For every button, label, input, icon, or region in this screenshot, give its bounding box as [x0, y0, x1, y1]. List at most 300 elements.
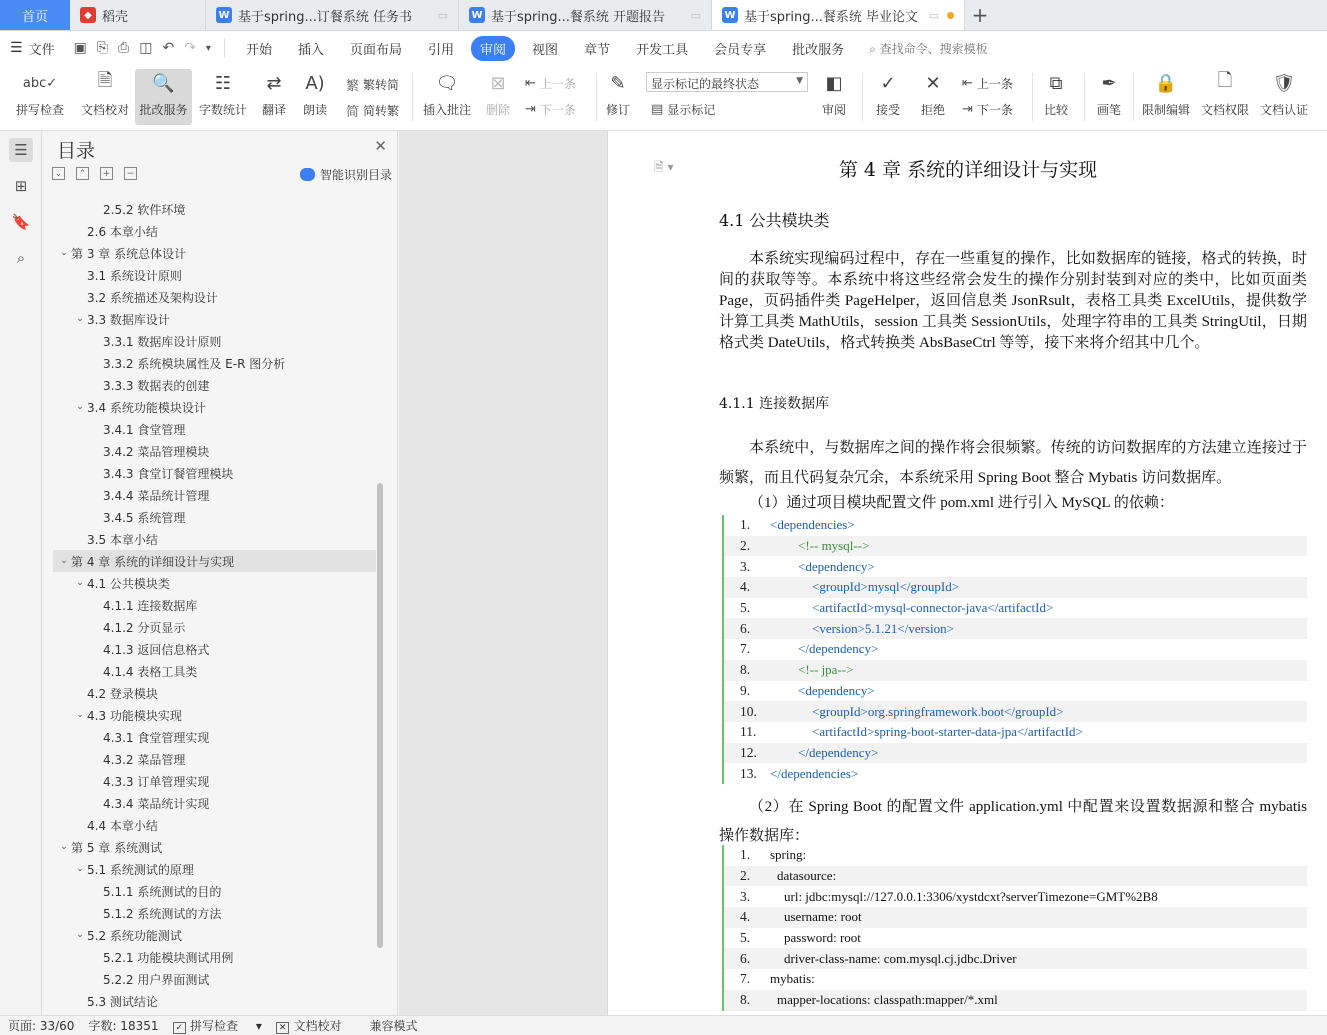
translate-label: 翻译 [261, 103, 286, 117]
code-line [724, 639, 1307, 660]
toc-item-label: 4.3.3 订单管理实现 [103, 774, 210, 789]
read-aloud-icon: A) [305, 72, 325, 94]
chevron-down-icon[interactable]: ⌄ [60, 556, 68, 566]
toc-item[interactable] [53, 528, 376, 550]
simp-to-trad-label: 简转繁 [363, 104, 400, 118]
word-count-label: 字数统计 [198, 103, 247, 117]
menu-reference[interactable]: 引用 [428, 42, 455, 58]
next-change-icon: ⇥ [962, 102, 973, 117]
accept-label: 接受 [875, 103, 900, 117]
toc-item-label: 4.1.4 表格工具类 [103, 664, 198, 679]
comment-delete-icon: ⊠ [490, 72, 506, 94]
chevron-down-icon[interactable]: ⌄ [76, 710, 84, 720]
tab-label: 首页 [21, 9, 48, 25]
expand-all-icon[interactable]: ⌃ [76, 167, 89, 180]
toc-item[interactable] [53, 308, 376, 330]
toc-tools [52, 167, 148, 180]
word-count-icon: ☷ [214, 72, 232, 94]
toc-item[interactable] [53, 990, 376, 1008]
menu-review[interactable]: 审阅 [471, 36, 515, 61]
print-preview-icon[interactable]: ◫ [139, 40, 153, 56]
divider [1133, 73, 1134, 121]
checkbox-icon: ✓ [173, 1022, 187, 1034]
toc-item-label: 3.2 系统描述及架构设计 [87, 290, 218, 305]
simp-to-trad-button[interactable] [346, 101, 399, 120]
menu-correction[interactable]: 批改服务 [792, 42, 845, 58]
next-comment-button[interactable] [525, 101, 576, 118]
menu-member[interactable]: 会员专享 [714, 42, 767, 58]
reject-icon: ✕ [925, 72, 941, 94]
navigation-icon[interactable]: ⊞ [14, 177, 28, 195]
code-text: </dependency> [798, 641, 879, 657]
accept-button[interactable] [870, 69, 906, 118]
chevron-down-icon[interactable]: ⌄ [76, 402, 84, 412]
toc-item-label: 2.6 本章小结 [87, 224, 158, 239]
code-text: <version>5.1.21</version> [812, 620, 954, 636]
toc-item-label: 4.1.3 返回信息格式 [103, 642, 210, 657]
spell-check-button[interactable] [10, 69, 70, 118]
code-text: url: jdbc:mysql://127.0.0.1:3306/xystdcxt?serverTimezone=GMT%2B8 [784, 888, 1158, 904]
toc-item[interactable] [53, 462, 376, 484]
code-line [724, 866, 1307, 887]
toc-scrollbar[interactable] [377, 483, 383, 948]
word-doc-icon: W [469, 7, 485, 23]
pen-label: 画笔 [1096, 103, 1121, 117]
code-text: datasource: [777, 868, 837, 884]
line-number: 7. [740, 971, 751, 987]
toc-list [43, 198, 376, 1008]
paragraph: 本系统实现编码过程中，存在一些重复的操作，比如数据库的链接，格式的转换，时间的获取等等。本系统中将这些经常会发生的操作分别封装到对应的类中，比如页面类 Page，页码插件类 PageHelper，返回信息类 JsonRsult，表格工具类 ExcelUtils，提供数学计算工具类 MathUtils，session 工具类 SessionUtils，处理字符串的工具类 StringUtil，日期格式类 DateUtils，格式转换类 AbsBaseCtrl 等等，接下来将介绍其中几个。 [719, 251, 1307, 351]
correction-icon: 🔍 [152, 72, 175, 94]
spell-check-icon: abc✓ [22, 75, 58, 91]
tab-daoke[interactable] [70, 0, 206, 30]
code-text: mybatis: [770, 971, 815, 987]
bookmark-icon[interactable]: 🔖 [11, 213, 31, 231]
toc-item[interactable] [53, 770, 376, 792]
menu-devtools[interactable]: 开发工具 [636, 42, 689, 58]
pen-icon: ✒ [1101, 72, 1117, 94]
search-icon[interactable]: ⌕ [16, 249, 26, 267]
code-line [724, 948, 1307, 969]
code-text: password: root [784, 930, 861, 946]
trad-to-simp-label: 繁转简 [363, 78, 400, 92]
code-line [724, 681, 1307, 702]
toc-item[interactable] [53, 924, 376, 946]
status-spell-label: 拼写检查 [190, 1019, 239, 1033]
chevron-down-icon[interactable]: ⌄ [60, 248, 68, 258]
code-line [724, 618, 1307, 639]
trad-simp-icon: 繁 [346, 79, 360, 94]
tab-label: 基于spring...订餐系统 任务书 [238, 9, 413, 25]
code-block-yml [722, 845, 1307, 1011]
divider [862, 73, 863, 121]
toc-item[interactable] [53, 616, 376, 638]
review-pane-label: 审阅 [821, 103, 846, 117]
toc-item[interactable] [53, 726, 376, 748]
spell-check-label: 拼写检查 [15, 103, 64, 117]
toc-item-label: 3.3.1 数据库设计原则 [103, 334, 222, 349]
proofread-label: 文档校对 [80, 103, 129, 117]
toc-item[interactable] [53, 330, 376, 352]
daoke-icon: ◆ [80, 7, 96, 23]
toc-item-label: 5.2.2 用户界面测试 [103, 972, 210, 987]
toc-item-label: 4.1 公共模块类 [87, 576, 170, 591]
prev-change-icon: ⇤ [962, 76, 973, 91]
line-number: 5. [740, 930, 751, 946]
line-number: 6. [740, 950, 751, 966]
toc-item-label: 5.1 系统测试的原理 [87, 862, 194, 877]
tab-home[interactable] [0, 0, 70, 30]
code-line [724, 763, 1307, 784]
markup-mode-select[interactable] [646, 72, 808, 92]
tab-document-task[interactable] [206, 0, 459, 30]
line-number: 5. [740, 600, 751, 616]
line-number: 4. [740, 579, 751, 595]
track-changes-label: 修订 [605, 103, 630, 117]
next-change-label: 下一条 [976, 103, 1013, 117]
toc-item[interactable] [53, 594, 376, 616]
remove-heading-icon[interactable]: − [124, 167, 137, 180]
file-menu-label: 文件 [28, 42, 55, 58]
toc-panel [43, 131, 398, 1015]
code-line [724, 969, 1307, 990]
code-line [724, 928, 1307, 949]
paragraph: 本系统中，与数据库之间的操作将会很频繁。传统的访问数据库的方法建立连接过于频繁，而且代码复杂冗余，本系统采用 Spring Boot 整合 Mybatis 访问数据库。 [719, 440, 1307, 486]
reject-label: 拒绝 [920, 103, 945, 117]
toc-item-label: 4.3 功能模块实现 [87, 708, 182, 723]
code-line [724, 536, 1307, 557]
section-heading: 4.1 公共模块类 [719, 211, 830, 230]
line-number: 13. [740, 765, 757, 781]
toc-item-label: 3.4.4 菜品统计管理 [103, 488, 210, 503]
divider [1032, 73, 1033, 121]
prev-comment-button[interactable] [525, 75, 576, 92]
tab-document-proposal[interactable] [459, 0, 712, 30]
toc-item[interactable] [53, 264, 376, 286]
toc-item[interactable] [53, 352, 376, 374]
toc-item-label: 3.4.2 菜品管理模块 [103, 444, 210, 459]
next-comment-label: 下一条 [539, 103, 576, 117]
toc-item-label: 4.1.2 分页显示 [103, 620, 186, 635]
prev-comment-icon: ⇤ [525, 76, 536, 91]
review-pane-icon: ◧ [825, 72, 843, 94]
chevron-down-icon[interactable]: ⌄ [76, 930, 84, 940]
restrict-edit-label: 限制编辑 [1141, 103, 1190, 117]
line-number: 3. [740, 558, 751, 574]
line-number: 4. [740, 909, 751, 925]
code-line [724, 598, 1307, 619]
toc-item-label: 第 4 章 系统的详细设计与实现 [71, 554, 235, 569]
code-text: <dependencies> [770, 517, 855, 533]
code-line [724, 722, 1307, 743]
toc-item-label: 3.5 本章小结 [87, 532, 158, 547]
save-icon[interactable]: ▣ [73, 40, 87, 56]
track-changes-icon: ✎ [610, 72, 626, 94]
word-count-button[interactable] [197, 69, 249, 118]
trad-to-simp-button[interactable] [346, 75, 399, 94]
chevron-down-icon[interactable]: ⌄ [60, 842, 68, 852]
compat-mode: 兼容模式 [369, 1019, 418, 1033]
divider [596, 73, 597, 121]
line-number: 3. [740, 888, 751, 904]
document-page[interactable] [607, 131, 1327, 1015]
tab-label: 基于spring...餐系统 毕业论文 [744, 9, 919, 25]
next-comment-icon: ⇥ [525, 102, 536, 117]
line-number: 7. [740, 641, 751, 657]
toc-item[interactable] [53, 572, 376, 594]
line-number: 11. [740, 724, 757, 740]
lock-icon: 🔒 [1154, 72, 1178, 94]
line-number: 9. [740, 682, 751, 698]
toc-item-label: 3.4.1 食堂管理 [103, 422, 186, 437]
accept-icon: ✓ [880, 72, 896, 94]
tab-document-thesis[interactable] [712, 0, 965, 30]
proofread-button[interactable] [79, 69, 131, 118]
toc-item[interactable] [53, 682, 376, 704]
status-proofread[interactable] [276, 1017, 356, 1034]
prev-change-button[interactable] [962, 75, 1013, 92]
document-area [399, 131, 1327, 1015]
code-text: <groupId>org.springframework.boot</groupId> [812, 703, 1064, 719]
toc-item[interactable] [53, 858, 376, 880]
robot-icon [300, 168, 315, 181]
line-number: 8. [740, 992, 751, 1008]
code-line [724, 907, 1307, 928]
toc-item[interactable] [53, 396, 376, 418]
word-doc-icon: W [722, 7, 738, 23]
toc-item-label: 5.1.2 系统测试的方法 [103, 906, 222, 921]
menu-start[interactable]: 开始 [245, 42, 272, 58]
line-number: 6. [740, 620, 751, 636]
code-text: driver-class-name: com.mysql.cj.jdbc.Driver [784, 950, 1017, 966]
toc-item-label: 5.2.1 功能模块测试用例 [103, 950, 234, 965]
toc-item-label: 3.3.3 数据表的创建 [103, 378, 210, 393]
comment-add-icon: 🗨 [435, 72, 459, 94]
status-proof-label: 文档校对 [293, 1019, 342, 1033]
toc-item-label: 3.1 系统设计原则 [87, 268, 182, 283]
divider [412, 73, 413, 121]
code-text: mapper-locations: classpath:mapper/*.xml [777, 992, 998, 1008]
smart-toc-button[interactable] [300, 166, 392, 183]
doc-permission-icon: 🗋 [1217, 70, 1233, 91]
correction-label: 批改服务 [139, 103, 188, 117]
undo-icon[interactable]: ↶ [162, 40, 175, 56]
menu-layout[interactable]: 页面布局 [349, 42, 402, 58]
code-text: <artifactId>mysql-connector-java</artifactId> [812, 600, 1054, 616]
code-text: <artifactId>spring-boot-starter-data-jpa</artifactId> [812, 724, 1083, 740]
toc-item[interactable] [53, 880, 376, 902]
tab-label: 基于spring...餐系统 开题报告 [491, 9, 666, 25]
toc-item[interactable] [53, 242, 376, 264]
code-line [724, 515, 1307, 536]
unsaved-dot-icon [947, 12, 954, 19]
chevron-down-icon[interactable]: ⌄ [76, 578, 84, 588]
doc-cert-button[interactable] [1258, 69, 1310, 118]
menu-view[interactable]: 视图 [532, 42, 559, 58]
command-search-label: 查找命令、搜索模板 [879, 41, 988, 56]
line-number: 2. [740, 538, 751, 554]
toc-item-label: 2.5.2 软件环境 [103, 202, 186, 217]
close-icon[interactable]: ✕ [374, 137, 387, 155]
toc-item[interactable] [53, 374, 376, 396]
line-number: 12. [740, 744, 757, 760]
hamburger-icon: ☰ [10, 40, 23, 56]
toc-panel-icon[interactable]: ☰ [9, 138, 33, 162]
divider [1084, 73, 1085, 121]
toc-item[interactable] [53, 286, 376, 308]
simp-trad-icon: 简 [346, 105, 360, 120]
read-aloud-label: 朗读 [302, 103, 327, 117]
toc-item[interactable] [53, 220, 376, 242]
code-line [724, 556, 1307, 577]
paragraph: （1）通过项目模块配置文件 pom.xml 进行引入 MySQL 的依赖： [749, 495, 1174, 511]
toc-item-label: 3.3.2 系统模块属性及 E-R 图分析 [103, 356, 286, 371]
redo-icon[interactable]: ↷ [184, 40, 196, 56]
print-icon[interactable]: ⎙ [118, 40, 130, 56]
toc-item-label: 3.3 数据库设计 [87, 312, 170, 327]
toc-item[interactable] [53, 836, 376, 858]
insert-comment-button[interactable] [420, 69, 474, 118]
status-spell-check[interactable]: ✓ 拼写检查 ▾ [173, 1017, 262, 1034]
reject-button[interactable] [915, 69, 951, 118]
doc-cert-label: 文档认证 [1259, 103, 1308, 117]
window-icon[interactable]: ▭ [928, 8, 939, 22]
toc-item[interactable] [53, 418, 376, 440]
quick-access-more-icon[interactable]: ▾ [205, 42, 211, 54]
toc-item[interactable] [53, 792, 376, 814]
add-heading-icon[interactable]: + [100, 167, 113, 180]
toc-item[interactable] [53, 660, 376, 682]
toc-item[interactable] [53, 506, 376, 528]
page-indicator[interactable]: 页面: 33/60 [8, 1019, 75, 1033]
code-line [724, 743, 1307, 764]
code-text: <!-- mysql--> [798, 538, 870, 554]
code-text: <dependency> [798, 682, 875, 698]
command-search[interactable] [869, 40, 988, 57]
doc-cert-icon: 🛡 [1272, 72, 1296, 94]
toc-item[interactable] [53, 440, 376, 462]
prev-comment-label: 上一条 [539, 77, 576, 91]
toc-item-label: 4.3.2 菜品管理 [103, 752, 186, 767]
code-text: spring: [770, 847, 807, 863]
code-line [724, 660, 1307, 681]
checkbox-icon: ✕ [276, 1022, 290, 1034]
window-icon[interactable]: ▭ [690, 8, 701, 22]
file-menu[interactable] [10, 39, 55, 58]
collapse-all-icon[interactable]: ⌄ [52, 167, 65, 180]
chevron-down-icon[interactable]: ⌄ [76, 864, 84, 874]
line-number: 10. [740, 703, 757, 719]
next-change-button[interactable] [962, 101, 1013, 118]
delete-comment-label: 删除 [485, 103, 510, 117]
divider [224, 39, 225, 57]
toc-item-label: 4.2 登录模块 [87, 686, 158, 701]
toc-item[interactable] [53, 484, 376, 506]
word-count[interactable]: 字数: 18351 [88, 1019, 159, 1033]
export-icon[interactable]: ⎘ [96, 40, 109, 56]
toc-item-label: 4.3.1 食堂管理实现 [103, 730, 210, 745]
compare-label: 比较 [1043, 103, 1068, 117]
compare-button[interactable] [1038, 69, 1074, 118]
code-text: </dependency> [798, 744, 879, 760]
line-number: 8. [740, 662, 751, 678]
toc-item[interactable] [53, 198, 376, 220]
menu-chapter[interactable]: 章节 [584, 42, 611, 58]
chevron-down-icon: ▼ [796, 76, 803, 86]
toc-item-label: 3.4.3 食堂订餐管理模块 [103, 466, 234, 481]
toc-item-label: 3.4 系统功能模块设计 [87, 400, 206, 415]
read-aloud-button[interactable] [300, 69, 330, 118]
code-line [724, 845, 1307, 866]
menu-insert[interactable]: 插入 [297, 42, 324, 58]
toc-item-label: 3.4.5 系统管理 [103, 510, 186, 525]
show-markup-icon: ▤ [651, 102, 664, 117]
code-text: <!-- jpa--> [798, 662, 854, 678]
toc-item[interactable] [53, 748, 376, 770]
code-line [724, 886, 1307, 907]
side-rail [0, 131, 42, 1015]
toc-item[interactable] [53, 550, 376, 572]
code-text: </dependencies> [770, 765, 859, 781]
smart-toc-label: 智能识别目录 [319, 168, 392, 182]
toc-item-label: 5.2 系统功能测试 [87, 928, 182, 943]
translate-button[interactable] [256, 69, 292, 118]
show-markup-button[interactable] [651, 101, 715, 118]
toc-item[interactable] [53, 968, 376, 990]
compare-icon: ⧉ [1049, 72, 1063, 94]
toc-item-label: 5.1.1 系统测试的目的 [103, 884, 222, 899]
review-pane-button[interactable] [816, 69, 852, 118]
delete-comment-button[interactable] [480, 69, 516, 118]
window-icon[interactable]: ▭ [437, 8, 448, 22]
toc-title: 目录 [57, 140, 96, 162]
chapter-title: 第 4 章 系统的详细设计与实现 [838, 159, 1098, 181]
toc-item[interactable] [53, 704, 376, 726]
proofread-icon: 🗎 [97, 70, 113, 91]
search-icon: ⌕ [869, 41, 880, 56]
code-text: <dependency> [798, 558, 875, 574]
toc-item-label: 4.1.1 连接数据库 [103, 598, 198, 613]
toc-item[interactable] [53, 814, 376, 836]
toc-item-label: 4.4 本章小结 [87, 818, 158, 833]
pen-button[interactable] [1092, 69, 1126, 118]
restrict-edit-button[interactable] [1140, 69, 1192, 118]
track-changes-button[interactable] [600, 69, 636, 118]
doc-permission-button[interactable] [1199, 69, 1251, 118]
code-line [724, 577, 1307, 598]
toc-item[interactable] [53, 902, 376, 924]
toc-item[interactable] [53, 946, 376, 968]
toc-item[interactable] [53, 638, 376, 660]
doc-permission-label: 文档权限 [1200, 103, 1249, 117]
new-tab-plus-icon[interactable]: + [971, 3, 989, 27]
toc-item-label: 第 3 章 系统总体设计 [71, 246, 187, 261]
translate-icon: ⇄ [266, 72, 282, 94]
toc-item-label: 5.3 测试结论 [87, 994, 158, 1008]
page-menu-icon[interactable]: 🗎 ▾ [654, 160, 674, 174]
tab-bar [0, 0, 1327, 31]
chevron-down-icon[interactable]: ⌄ [76, 314, 84, 324]
code-text: <groupId>mysql</groupId> [812, 579, 960, 595]
code-line [724, 701, 1307, 722]
tab-label: 稻壳 [102, 9, 129, 25]
line-number: 1. [740, 517, 751, 533]
code-line [724, 990, 1307, 1011]
correction-service-button[interactable] [135, 69, 192, 125]
line-number: 1. [740, 847, 751, 863]
markup-mode-value: 显示标记的最终状态 [651, 77, 760, 91]
toc-item-label: 4.3.4 菜品统计实现 [103, 796, 210, 811]
